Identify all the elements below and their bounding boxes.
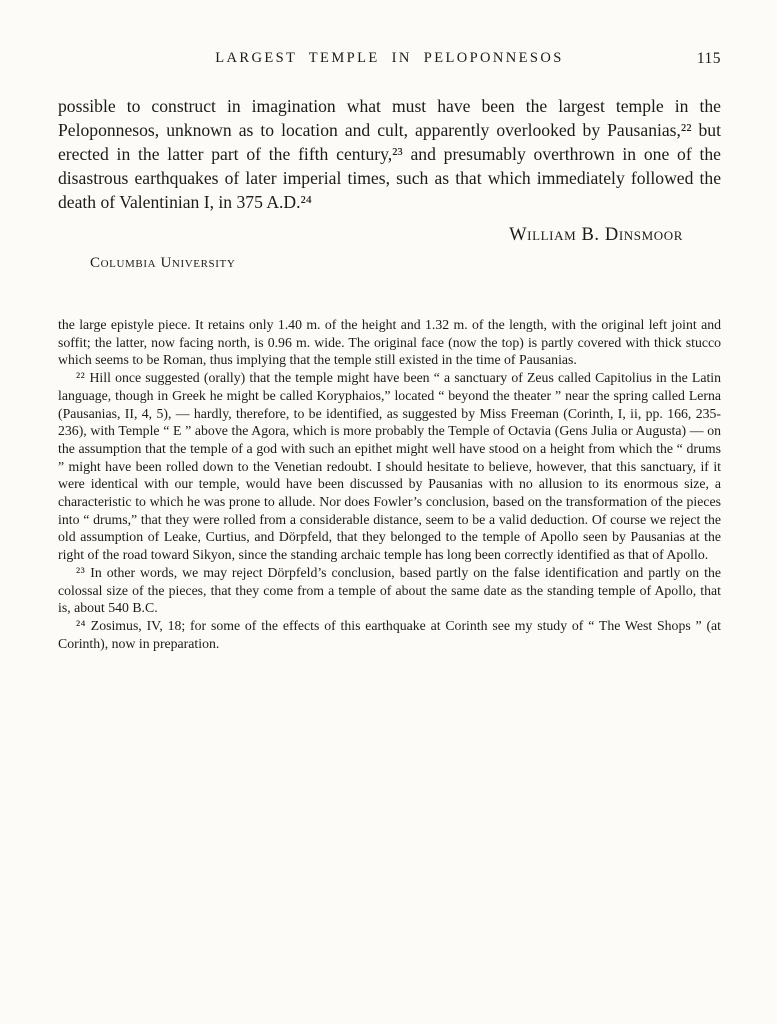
footnote-text: Hill once suggested (orally) that the temple might have been “ a sanctuary of Zeus called Capitolius in the Latin language, though in Greek he might be called Koryphaios,” located “ beyond the theater ” near the spring called Lerna (Pausanias, II, 4, 5), — hardly, therefore, to be identified, as suggested by Miss Freeman (Corinth, I, ii, pp. 166, 235-236), with Temple “ E ” above the Agora, which is more probably the Temple of Octavia (Gens Julia or Augusta) — on the assumption that the temple of a god with such an epithet might well have stood on a height from which the “ drums ” might have been rolled down to the Venetian redoubt. I should hesitate to believe, however, that this sanctuary, if it were identical with our temple, would have been discussed by Pausanias with no allusion to its enormous size, a characteristic to which he was prone to allude. Nor does Fowler’s conclusion, based on the transformation of the pieces into “ drums,” that they were rolled from a considerable distance, seem to be a valid deduction. Of course we reject the old assumption of Leake, Curtius, and Dörpfeld, that they belonged to the temple of Apollo seen by Pausanias at the right of the road toward Sikyon, since the standing archaic temple has long been correctly identified as that of Apollo. bbox=[58, 370, 722, 563]
footnote-marker-24: ²⁴ bbox=[76, 617, 86, 633]
footnotes-section bbox=[58, 316, 721, 652]
author-signature: William B. Dinsmoor bbox=[509, 225, 683, 245]
article-body bbox=[58, 94, 721, 272]
footnote-text: the large epistyle piece. It retains only 1.40 m. of the height and 1.32 m. of the length, with the original left joint and soffit; the latter, now facing north, is 0.96 m. wide. The original face (now the top) is partly covered with thick stucco which seems to be Roman, thus implying that the temple still existed in the time of Pausanias. bbox=[58, 317, 721, 368]
page-number: 115 bbox=[696, 50, 721, 67]
author-affiliation: Columbia University bbox=[90, 255, 236, 271]
footnote-text: Zosimus, IV, 18; for some of the effects of this earthquake at Corinth see my study of “ The West Shops ” (at Corinth), now in preparation. bbox=[58, 617, 722, 651]
footnote-continuation bbox=[58, 316, 721, 369]
footnote-marker-22: ²² bbox=[76, 370, 86, 386]
footnote-marker-23: ²³ bbox=[76, 564, 86, 580]
body-paragraph: possible to construct in imagination what must have been the largest temple in the Peloponnesos, unknown as to location and cult, apparently overlooked by Pausanias,²² but erected in the latter part of the fifth century,²³ and presumably overthrown in one of the disastrous earthquakes of later imperial times, such as that which immediately followed the death of Valentinian I, in 375 A.D.²⁴ bbox=[58, 96, 721, 212]
running-title: LARGEST TEMPLE IN PELOPONNESOS bbox=[215, 50, 564, 66]
footnote-24 bbox=[58, 617, 721, 652]
footnote-text: In other words, we may reject Dörpfeld’s conclusion, based partly on the false identification and partly on the colossal size of the pieces, that they come from a temple of about the same date as the standing temple of Apollo, that is, about 540 B.C. bbox=[58, 564, 721, 616]
footnote-22 bbox=[58, 369, 721, 564]
page-header bbox=[58, 50, 721, 67]
footnote-23 bbox=[58, 564, 721, 617]
